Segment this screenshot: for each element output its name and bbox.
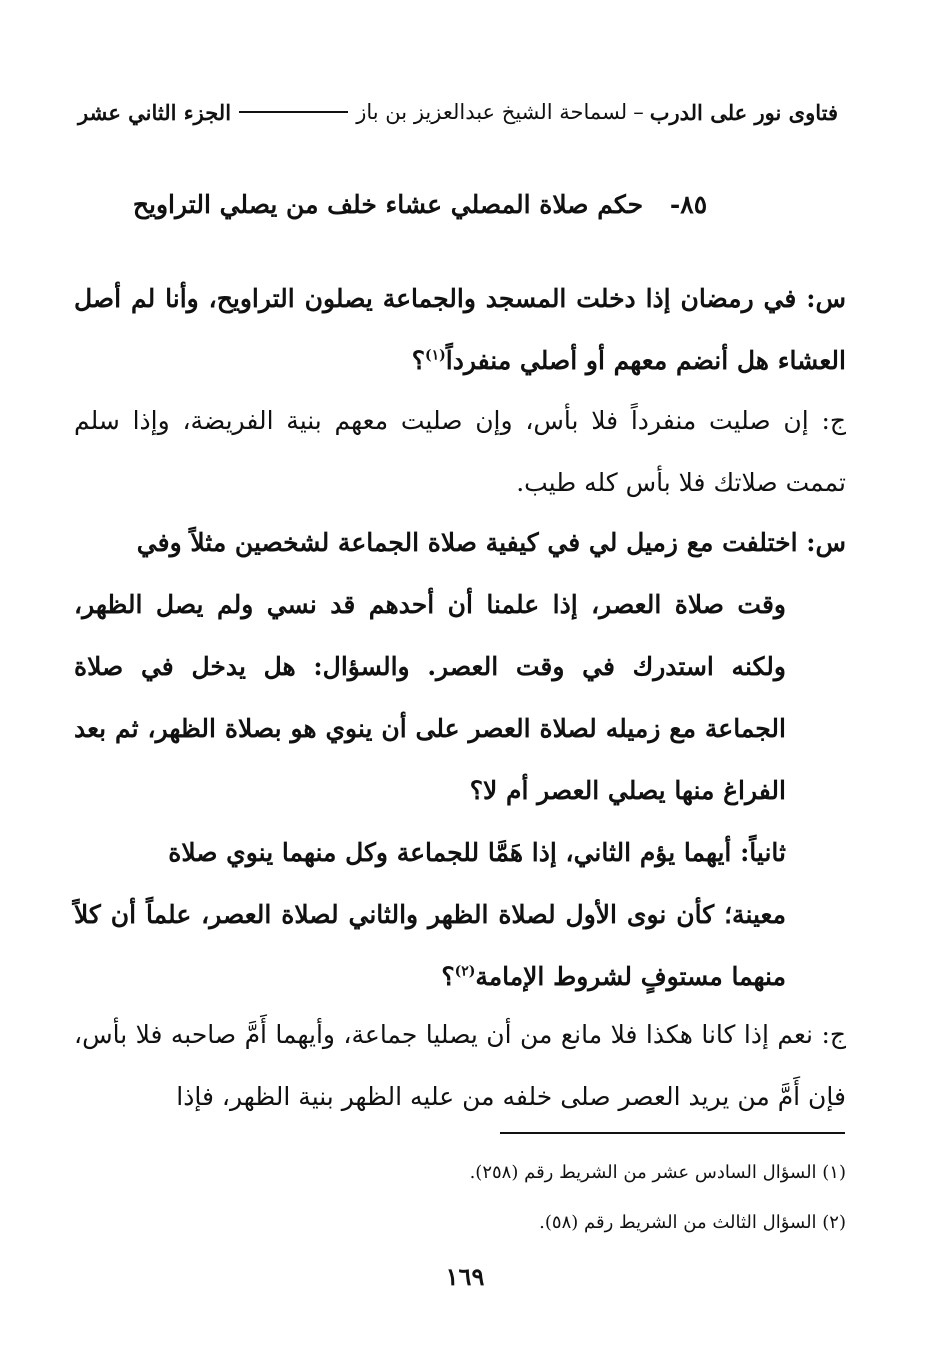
answer-label: ج:: [821, 406, 846, 435]
chapter-title: حكم صلاة المصلي عشاء خلف من يصلي التراويح: [132, 190, 644, 219]
header-volume: الجزء الثاني عشر: [78, 99, 232, 125]
question-end: ؟: [441, 962, 455, 991]
answer-label: ج:: [821, 1020, 846, 1049]
question-text: اختلفت مع زميل لي في كيفية صلاة الجماعة لشخصين مثلاً وفي: [136, 528, 798, 557]
header-separator: –: [633, 99, 644, 124]
question-2: [74, 512, 846, 1008]
answer-1: [74, 390, 906, 514]
footnote-2: (٢) السؤال الثالث من الشريط رقم (٥٨).: [539, 1212, 846, 1233]
question-label: س:: [806, 528, 846, 557]
question-line: [74, 512, 846, 574]
answer-text: نعم إذا كانا هكذا فلا مانع من أن يصليا جماعة، وأيهما أَمَّ صاحبه فلا بأس، فإن أَمَّ من يريد العصر صلى خلفه من عليه الظهر بنية الظهر، فإذا: [74, 1020, 846, 1111]
question-second-part-continued: [74, 884, 846, 1008]
question-text: في رمضان إذا دخلت المسجد والجماعة يصلون التراويح، وأنا لم أصل العشاء هل أنضم معهم أو أصلي منفرداً: [74, 284, 846, 375]
footnotes: [74, 1148, 846, 1248]
header-title-group: [356, 99, 838, 125]
footnote-1: (١) السؤال السادس عشر من الشريط رقم (٢٥٨).: [469, 1162, 846, 1183]
footnote-ref: (٢): [454, 963, 476, 980]
footnote-rule: [500, 1132, 845, 1134]
chapter-heading: [120, 190, 720, 219]
answer-text: إن صليت منفرداً فلا بأس، وإن صليت معهم بنية الفريضة، وإذا سلم تممت صلاتك فلا بأس كله طيب.: [74, 406, 846, 497]
question-second-part: ثانياً: أيهما يؤم الثاني، إذا هَمَّا للجماعة وكل منهما ينوي صلاة: [168, 838, 786, 867]
header-author: لسماحة الشيخ عبدالعزيز بن باز: [356, 99, 628, 124]
header-rule: [239, 111, 348, 113]
running-header: [78, 92, 838, 132]
question-end: ؟: [411, 346, 425, 375]
question-text: معينة؛ كأن نوى الأول لصلاة الظهر والثاني لصلاة العصر، علماً أن كلاً منهما مستوفٍ لشروط الإمامة: [74, 900, 786, 991]
page-number: ١٦٩: [445, 1262, 485, 1291]
header-book-title: فتاوى نور على الدرب: [649, 99, 838, 125]
question-text-continued: وقت صلاة العصر، إذا علمنا أن أحدهم قد نسي ولم يصل الظهر، ولكنه استدرك في وقت العصر. والسؤال: هل يدخل في صلاة الجماعة مع زميله لصلاة العصر على أن ينوي هو بصلاة الظهر، ثم بعد الفراغ منها يصلي العصر أم لا؟: [74, 590, 786, 805]
answer-2: [74, 1004, 906, 1128]
footnote-ref: (١): [424, 347, 446, 364]
question-1: [74, 268, 846, 392]
question-label: س:: [806, 284, 846, 313]
chapter-number: ٨٥-: [669, 190, 708, 219]
